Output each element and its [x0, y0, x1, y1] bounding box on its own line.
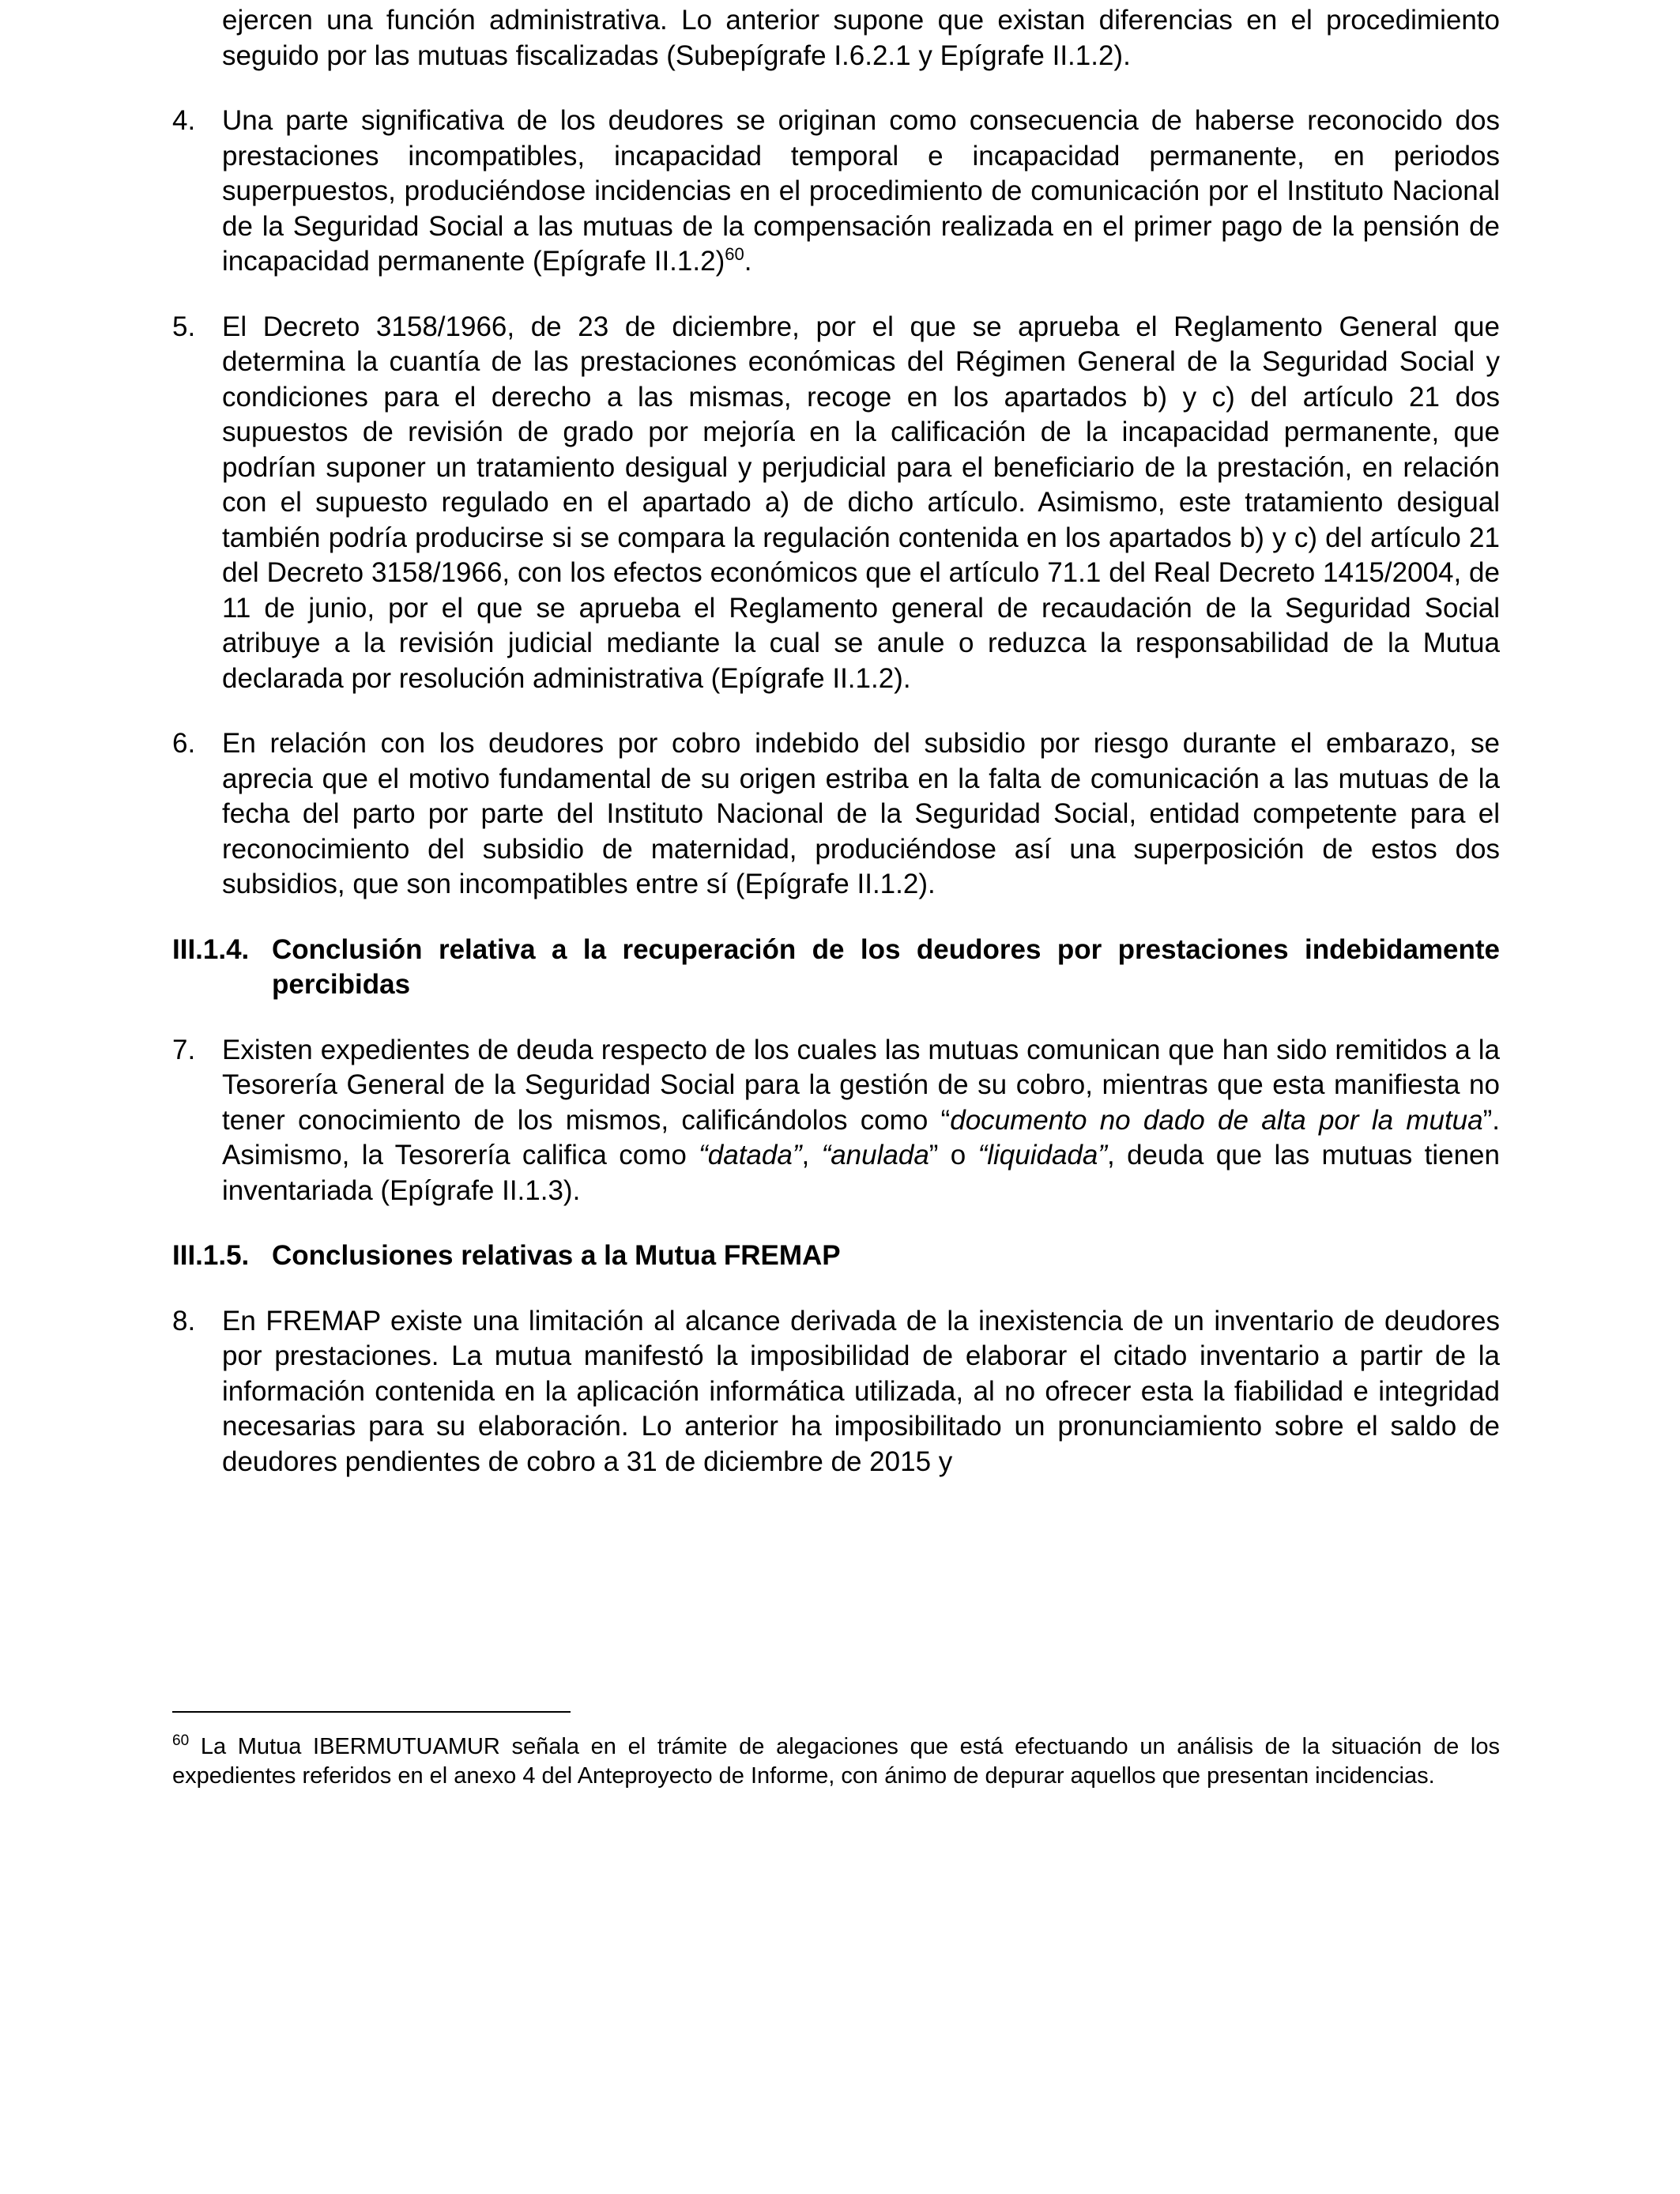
heading-number: III.1.5.: [172, 1240, 250, 1271]
footnote-separator: [172, 1711, 571, 1713]
footnote-60: [172, 1732, 1500, 1790]
paragraph-text: ”. Asimismo, la Tesorería califica como: [222, 1104, 1500, 1171]
paragraph-number: 7.: [172, 1034, 196, 1065]
italic-quote: “datada”: [699, 1140, 802, 1171]
heading-number: III.1.4.: [172, 933, 250, 965]
heading-title: Conclusión relativa a la recuperación de los deudores por prestaciones indebidamente percibidas: [272, 933, 1500, 1000]
italic-quote: “liquidada”: [977, 1140, 1108, 1171]
paragraph-3-continuation: [172, 3, 1500, 74]
italic-quote: documento no dado de alta por la mutua: [950, 1104, 1483, 1136]
paragraph-text: , deuda que las mutuas tienen inventariada (Epígrafe II.1.3).: [222, 1140, 1500, 1206]
paragraph-number: 4.: [172, 105, 196, 136]
italic-quote: “anulada: [821, 1140, 929, 1171]
paragraph-text: En FREMAP existe una limitación al alcance derivada de la inexistencia de un inventario de deudores por prestaciones. La mutua manifestó la imposibilidad de elaborar el citado inventario a partir de la información contenida en la aplicación informática utilizada, al no ofrecer esta la fiabilidad e integridad necesarias para su elaboración. Lo anterior ha imposibilitado un pronunciamiento sobre el saldo de deudores pendientes de cobro a 31 de diciembre de 2015 y: [222, 1305, 1500, 1477]
section-heading-III-1-4: [172, 933, 1500, 1003]
paragraph-text: En relación con los deudores por cobro indebido del subsidio por riesgo durante el embarazo, se aprecia que el motivo fundamental de su origen estriba en la falta de comunicación a las mutuas de la fecha del parto por parte del Instituto Nacional de la Seguridad Social, entidad competente para el reconocimiento del subsidio de maternidad, produciéndose así una superposición de estos dos subsidios, que son incompatibles entre sí (Epígrafe II.1.2).: [222, 728, 1500, 899]
paragraph-text: ejercen una función administrativa. Lo anterior supone que existan diferencias en el procedimiento seguido por las mutuas fiscalizadas (Subepígrafe I.6.2.1 y Epígrafe II.1.2).: [222, 5, 1500, 71]
paragraph-number: 5.: [172, 311, 196, 342]
paragraph-text: Existen expedientes de deuda respecto de los cuales las mutuas comunican que han sido remitidos a la Tesorería General de la Seguridad Social para la gestión de su cobro, mientras que esta manifiesta no tener conocimiento de los mismos, calificándolos como “: [222, 1034, 1500, 1136]
paragraph-number: 8.: [172, 1305, 196, 1336]
paragraph-text: El Decreto 3158/1966, de 23 de diciembre, por el que se aprueba el Reglamento General que determina la cuantía de las prestaciones económicas del Régimen General de la Seguridad Social y condiciones para el derecho a las mismas, recoge en los apartados b) y c) del artículo 21 dos supuestos de revisión de grado por mejoría en la calificación de la incapacidad permanente, que podrían suponer un tratamiento desigual y perjudicial para el beneficiario de la prestación, en relación con el supuesto regulado en el apartado a) de dicho artículo. Asimismo, este tratamiento desigual también podría producirse si se compara la regulación contenida en los apartados b) y c) del artículo 21 del Decreto 3158/1966, con los efectos económicos que el artículo 71.1 del Real Decreto 1415/2004, de 11 de junio, por el que se aprueba el Reglamento general de recaudación de la Seguridad Social atribuye a la revisión judicial mediante la cual se anule o reduzca la responsabilidad de la Mutua declarada por resolución administrativa (Epígrafe II.1.2).: [222, 311, 1500, 694]
paragraph-number: 6.: [172, 728, 196, 759]
paragraph-6: [172, 726, 1500, 903]
footnote-reference[interactable]: 60: [725, 244, 744, 264]
paragraph-end: .: [744, 246, 752, 277]
section-heading-III-1-5: [172, 1238, 1500, 1274]
paragraph-5: [172, 310, 1500, 697]
heading-title: Conclusiones relativas a la Mutua FREMAP: [272, 1240, 841, 1271]
paragraph-text: ” o: [929, 1140, 978, 1171]
paragraph-text: ,: [801, 1140, 822, 1171]
paragraph-8: [172, 1304, 1500, 1480]
paragraph-7: [172, 1033, 1500, 1209]
paragraph-text: Una parte significativa de los deudores se originan como consecuencia de haberse reconocido dos prestaciones incompatibles, incapacidad temporal e incapacidad permanente, en periodos superpuestos, produciéndose incidencias en el procedimiento de comunicación por el Instituto Nacional de la Seguridad Social a las mutuas de la compensación realizada en el primer pago de la pensión de incapacidad permanente (Epígrafe II.1.2): [222, 105, 1500, 277]
paragraph-4: [172, 104, 1500, 280]
footnote-text: La Mutua IBERMUTUAMUR señala en el trámite de alegaciones que está efectuando un análisis de la situación de los expedientes referidos en el anexo 4 del Anteproyecto de Informe, con ánimo de depurar aquellos que presentan incidencias.: [172, 1734, 1500, 1789]
body-text: [172, 3, 1500, 1480]
footnote-number: 60: [172, 1732, 190, 1749]
